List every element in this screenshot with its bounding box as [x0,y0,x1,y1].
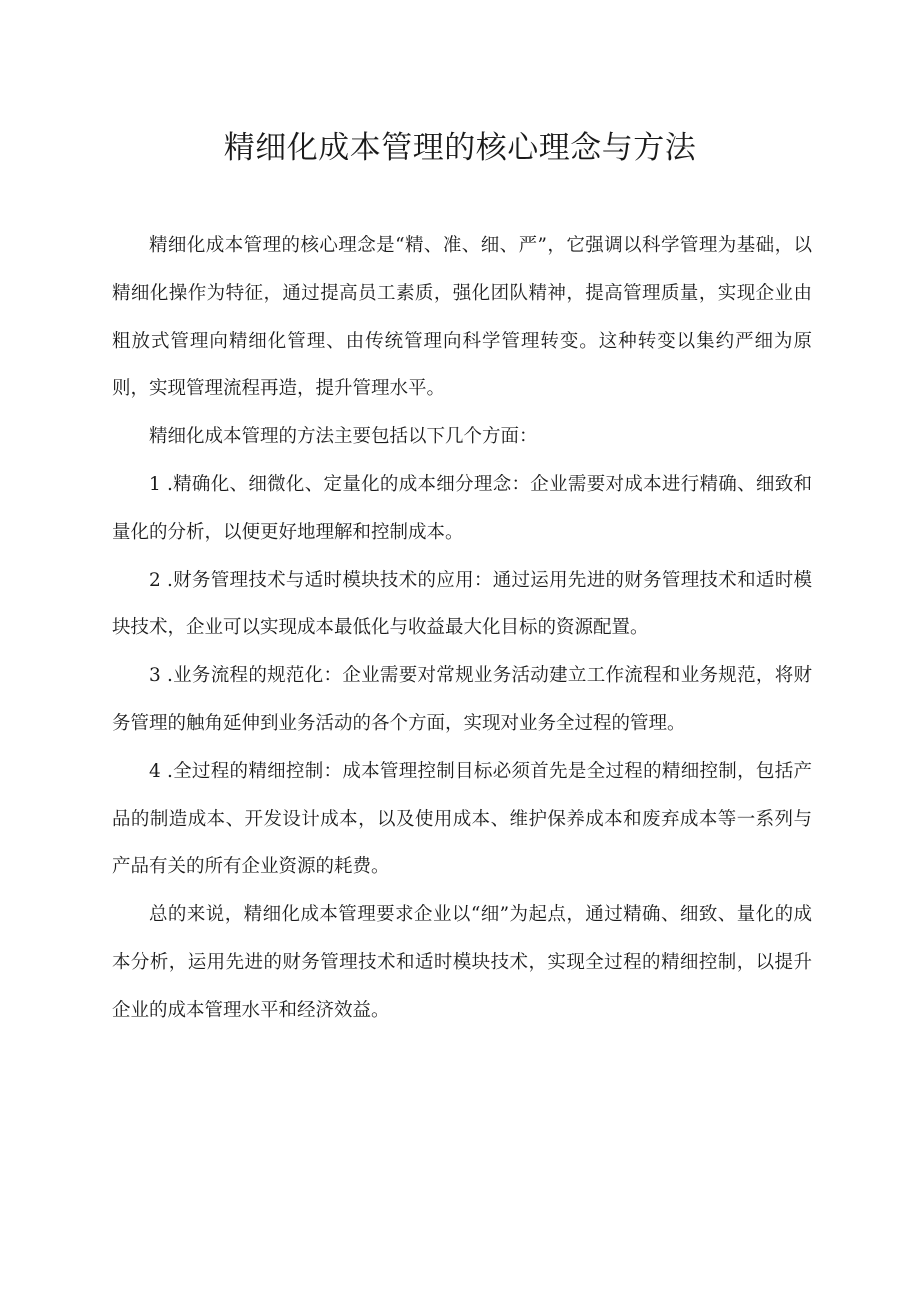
document-body [112,222,812,1035]
paragraph-conclusion: 总的来说，精细化成本管理要求企业以“细”为起点，通过精确、细致、量化的成本分析，运用先进的财务管理技术和适时模块技术，实现全过程的精细控制，以提升企业的成本管理水平和经济效益。 [112,904,812,1021]
list-item-2: 2 .财务管理技术与适时模块技术的应用：通过运用先进的财务管理技术和适时模块技术，企业可以实现成本最低化与收益最大化目标的资源配置。 [112,569,812,639]
list-item-4: 4 .全过程的精细控制：成本管理控制目标必须首先是全过程的精细控制，包括产品的制造成本、开发设计成本，以及使用成本、维护保养成本和废弃成本等一系列与产品有关的所有企业资源的耗费。 [112,760,812,878]
document-title: 精细化成本管理的核心理念与方法 [223,130,697,166]
paragraph-intro: 精细化成本管理的核心理念是“精、准、细、严”，它强调以科学管理为基础，以精细化操作为特征，通过提高员工素质，强化团队精神，提高管理质量，实现企业由粗放式管理向精细化管理、由传统管理向科学管理转变。这种转变以集约严细为原则，实现管理流程再造，提升管理水平。 [112,235,812,400]
list-item-1: 1 .精确化、细微化、定量化的成本细分理念：企业需要对成本进行精确、细致和量化的分析，以便更好地理解和控制成本。 [112,473,812,543]
list-item-3: 3 .业务流程的规范化：企业需要对常规业务活动建立工作流程和业务规范，将财务管理的触角延伸到业务活动的各个方面，实现对业务全过程的管理。 [112,665,812,734]
paragraph-methods-lead: 精细化成本管理的方法主要包括以下几个方面： [149,426,538,448]
